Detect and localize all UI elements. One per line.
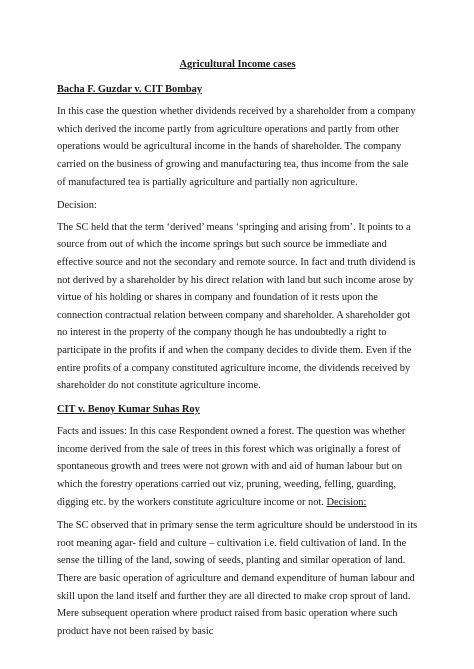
document-title: Agricultural Income cases xyxy=(179,59,296,70)
case2-decision-label: Decision: xyxy=(326,496,367,508)
case-heading-benoy: CIT v. Benoy Kumar Suhas Roy xyxy=(57,403,200,415)
case-heading-guzdar: Bacha F. Guzdar v. CIT Bombay xyxy=(57,83,203,95)
case1-paragraph-decision: The SC held that the term ‘derived’ means ‘springing and arising from’. It points to a source from out of which the income springs but such source be immediate and effective source and not the secondary and remote source. In fact and truth dividend is not derived by a shareholder by his direct relation with land but such income arose by virtue of his holding or shares in company and foundation of it rests upon the connection contractual relation between company and shareholder. A shareholder got no interest in the property of the company though he has undoubtedly a right to participate in the profits if and when the company decides to divide them. Even if the entire profits of a company constituted agriculture income, the dividends received by shareholder do not constitute agriculture income. xyxy=(57,221,416,392)
case1-decision-label: Decision: xyxy=(57,200,97,212)
case2-paragraph-decision: The SC observed that in primary sense the term agriculture should be understood in its root meaning agar- field and culture – cultivation i.e. field cultivation of land. In the sense the tilling of the land, sowing of seeds, planting and similar operation of land. There are basic operation of agriculture and demand expenditure of human labour and skill upon the land itself and further they are all directed to make crop sprout of land. Mere subsequent operation where product raised from basic operation where such product have not been raised by basic xyxy=(57,520,418,637)
case2-paragraph-facts xyxy=(57,423,418,511)
case1-paragraph-intro: In this case the question whether dividends received by a shareholder from a company which derived the income partly from agriculture operations and partly from other operations would be agricultural income in the hands of shareholder. The company carried on the business of growing and manufacturing tea, thus income from the sale of manufactured tea is partially agriculture and partially non agriculture. xyxy=(57,106,416,188)
case2-facts-text: Facts and issues: In this case Respondent owned a forest. The question was whether income derived from the sale of trees in this forest which was originally a forest of spontaneous growth and trees were not grown with and aid of human labour but on which the forestry operations carried out viz, pruning, weeding, felling, guarding, digging etc. by the workers constitute agriculture income or not. xyxy=(57,426,406,508)
